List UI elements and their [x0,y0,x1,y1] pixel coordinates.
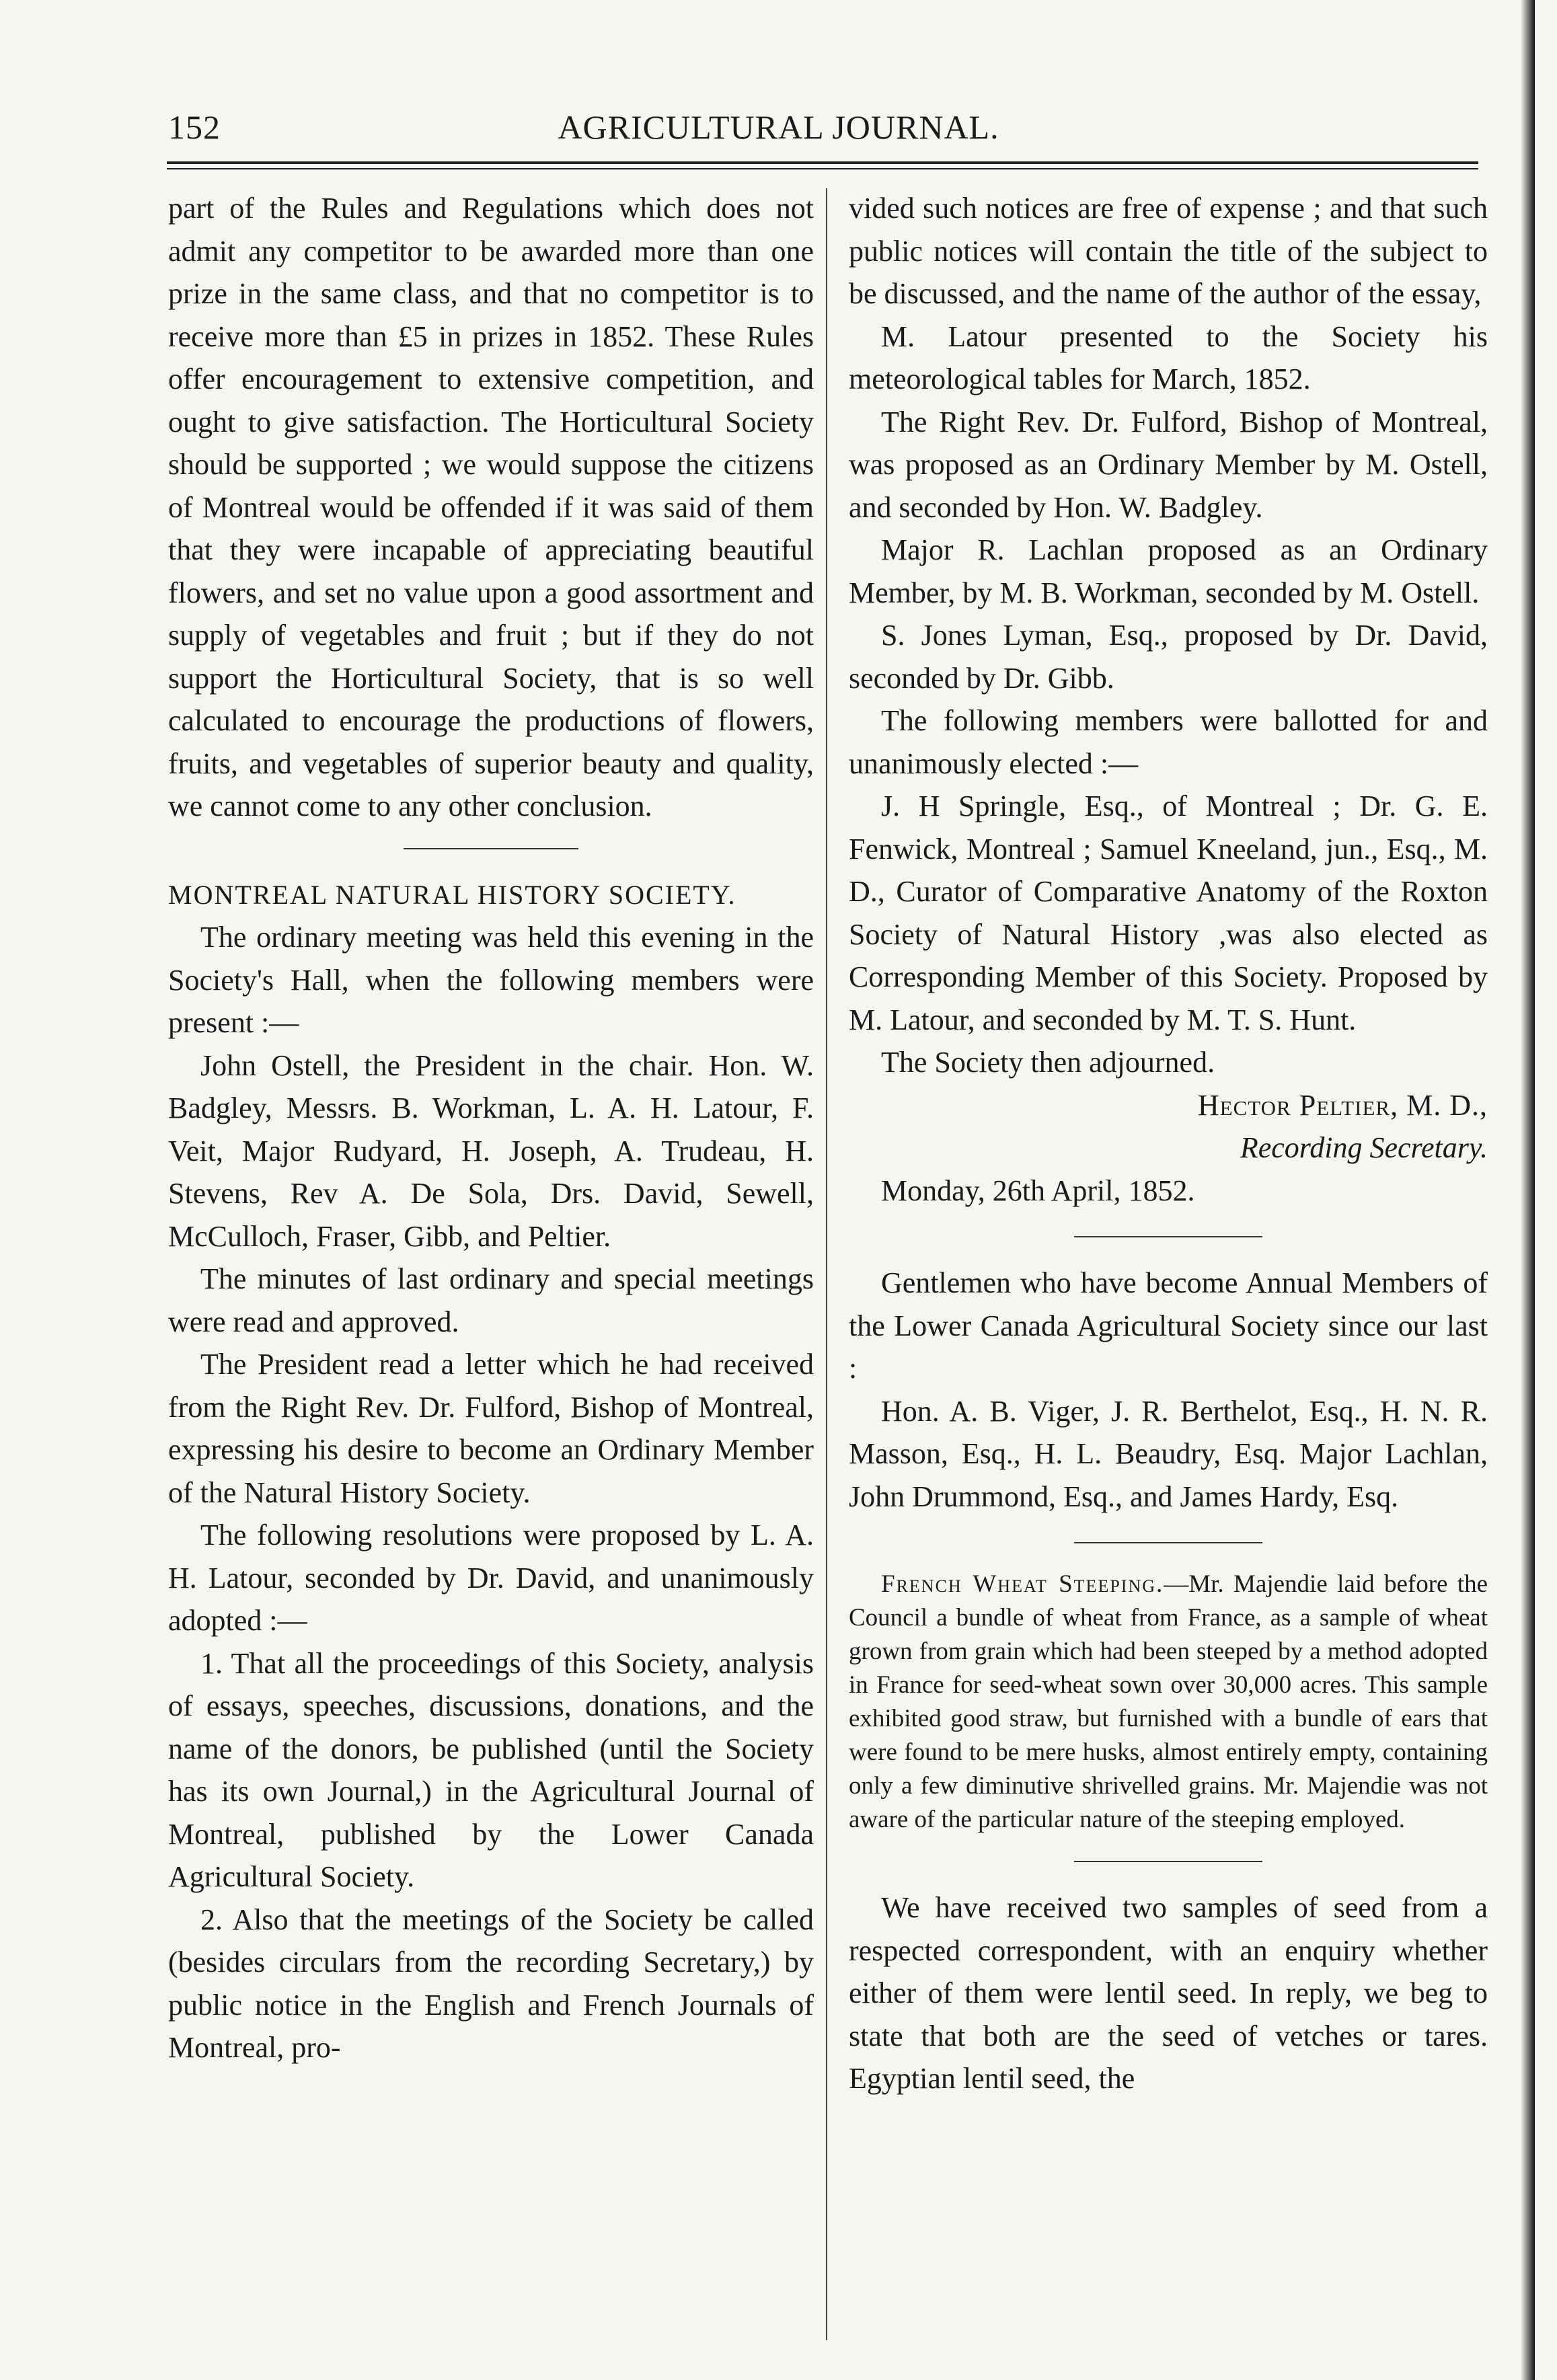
header-rule-thin [167,168,1478,169]
binding-edge [1521,0,1535,2380]
resolution-2-continued: vided such notices are free of expense ; and that such public notices will contain the title of the subject to be discussed, and the name of the author of the essay, [849,192,1488,310]
horticultural-paragraph: part of the Rules and Regulations which does not admit any competitor to be awarded more than one prize in the same class, and that no competitor is to receive more than £5 in prizes in 1852. These Rules offer encouragement to extensive competition, and ought to give satisfaction. The Horticultural Society should be supported ; we would suppose the citizens of Montreal would be offended if it was said of them that they were incapable of appreciating beautiful flowers, and set no value upon a good assortment and supply of vegetables and fruit ; but if they do not support the Horticultural Society, that is so well calculated to encourage the productions of flowers, fruits, and vegetables of superior beauty and quality, we cannot come to any other conclusion. [168,192,814,822]
meeting-paragraph: The ordinary meeting was held this evening in the Society's Hall, when the following members were present :— [168,921,814,1039]
annual-members-intro: Gentlemen who have become Annual Members of the Lower Canada Agricultural Society since our last : [849,1266,1488,1385]
section-divider [404,848,578,849]
wheat-steeping-paragraph [849,1568,1488,1837]
fulford-proposal: The Right Rev. Dr. Fulford, Bishop of Montreal, was proposed as an Ordinary Member by M. Ostell, and seconded by Hon. W. Badgley. [849,405,1488,524]
section-divider [1074,1236,1262,1237]
resolution-2: 2. Also that the meetings of the Society be called (besides circulars from the recording Secretary,) by public notice in the English and French Journals of Montreal, pro- [168,1903,814,2064]
wheat-steeping-body: —Mr. Majendie laid before the Council a bundle of wheat from France, as a sample of wheat grown from grain which had been steeped by a method adopted in France for seed-wheat sown over 30,000 acres. This sample exhibited good straw, but furnished with a bundle of ears that were found to be mere husks, almost entirely empty, containing only a few diminutive shrivelled grains. Mr. Majendie was not aware of the particular nature of the steeping employed. [849,1570,1488,1833]
elected-members: J. H Springle, Esq., of Montreal ; Dr. G. E. Fenwick, Montreal ; Samuel Kneeland, jun., Esq., M. D., Curator of Comparative Anatomy of the Roxton Society of Natural History ,was also elected as Corresponding Member of this Society. Proposed by M. Latour, and seconded by M. T. S. Hunt. [849,790,1488,1036]
resolutions-intro: The following resolutions were proposed by L. A. H. Latour, seconded by Dr. David, and unanimously adopted :— [168,1519,814,1637]
members-present: John Ostell, the President in the chair. Hon. W. Badgley, Messrs. B. Workman, L. A. H. Latour, F. Veit, Major Rudyard, H. Joseph, A. Trudeau, H. Stevens, Rev A. De Sola, Drs. David, Sewell, McCulloch, Fraser, Gibb, and Peltier. [168,1048,814,1253]
annual-members-list: Hon. A. B. Viger, J. R. Berthelot, Esq., H. N. R. Masson, Esq., H. L. Beaudry, Esq. Major Lachlan, John Drummond, Esq., and James Hardy, Esq. [849,1394,1488,1513]
lyman-proposal: S. Jones Lyman, Esq., proposed by Dr. David, seconded by Dr. Gibb. [849,619,1488,695]
left-column [168,187,814,2339]
resolution-1: 1. That all the proceedings of this Society, analysis of essays, speeches, discussions, donations, and the name of the donors, be published (until the Society has its own Journal,) in the Agricultural Journal of Montreal, published by the Lower Canada Agricultural Society. [168,1646,814,1893]
minutes-paragraph: The minutes of last ordinary and special meetings were read and approved. [168,1262,814,1338]
letter-paragraph: The President read a letter which he had received from the Right Rev. Dr. Fulford, Bishop of Montreal, expressing his desire to become an Ordinary Member of the Natural History Society. [168,1348,814,1509]
lentil-paragraph: We have received two samples of seed from a respected correspondent, with an enquiry whether either of them were lentil seed. In reply, we beg to state that both are the seed of vetches or tares. Egyptian lentil seed, the [849,1891,1488,2095]
meteorological-tables: M. Latour presented to the Society his meteorological tables for March, 1852. [849,319,1488,395]
adjourned: The Society then adjourned. [881,1046,1215,1079]
right-column [849,187,1488,2339]
section-title: MONTREAL NATURAL HISTORY SOCIETY. [168,879,736,910]
lachlan-proposal: Major R. Lachlan proposed as an Ordinary Member, by M. B. Workman, seconded by M. Ostell. [849,533,1488,609]
ballot-paragraph: The following members were ballotted for and unanimously elected :— [849,704,1488,780]
meeting-date: Monday, 26th April, 1852. [881,1174,1195,1207]
signature-role: Recording Secretary. [1240,1131,1488,1164]
column-divider [826,188,827,2340]
section-divider [1074,1542,1262,1543]
signature-name: Hector Peltier, M. D., [1197,1088,1488,1122]
header-rule [167,161,1478,164]
section-divider [1074,1861,1262,1862]
wheat-steeping-title: French Wheat Steeping. [881,1570,1164,1598]
journal-title: AGRICULTURAL JOURNAL. [558,108,999,146]
page-number: 152 [168,108,221,146]
